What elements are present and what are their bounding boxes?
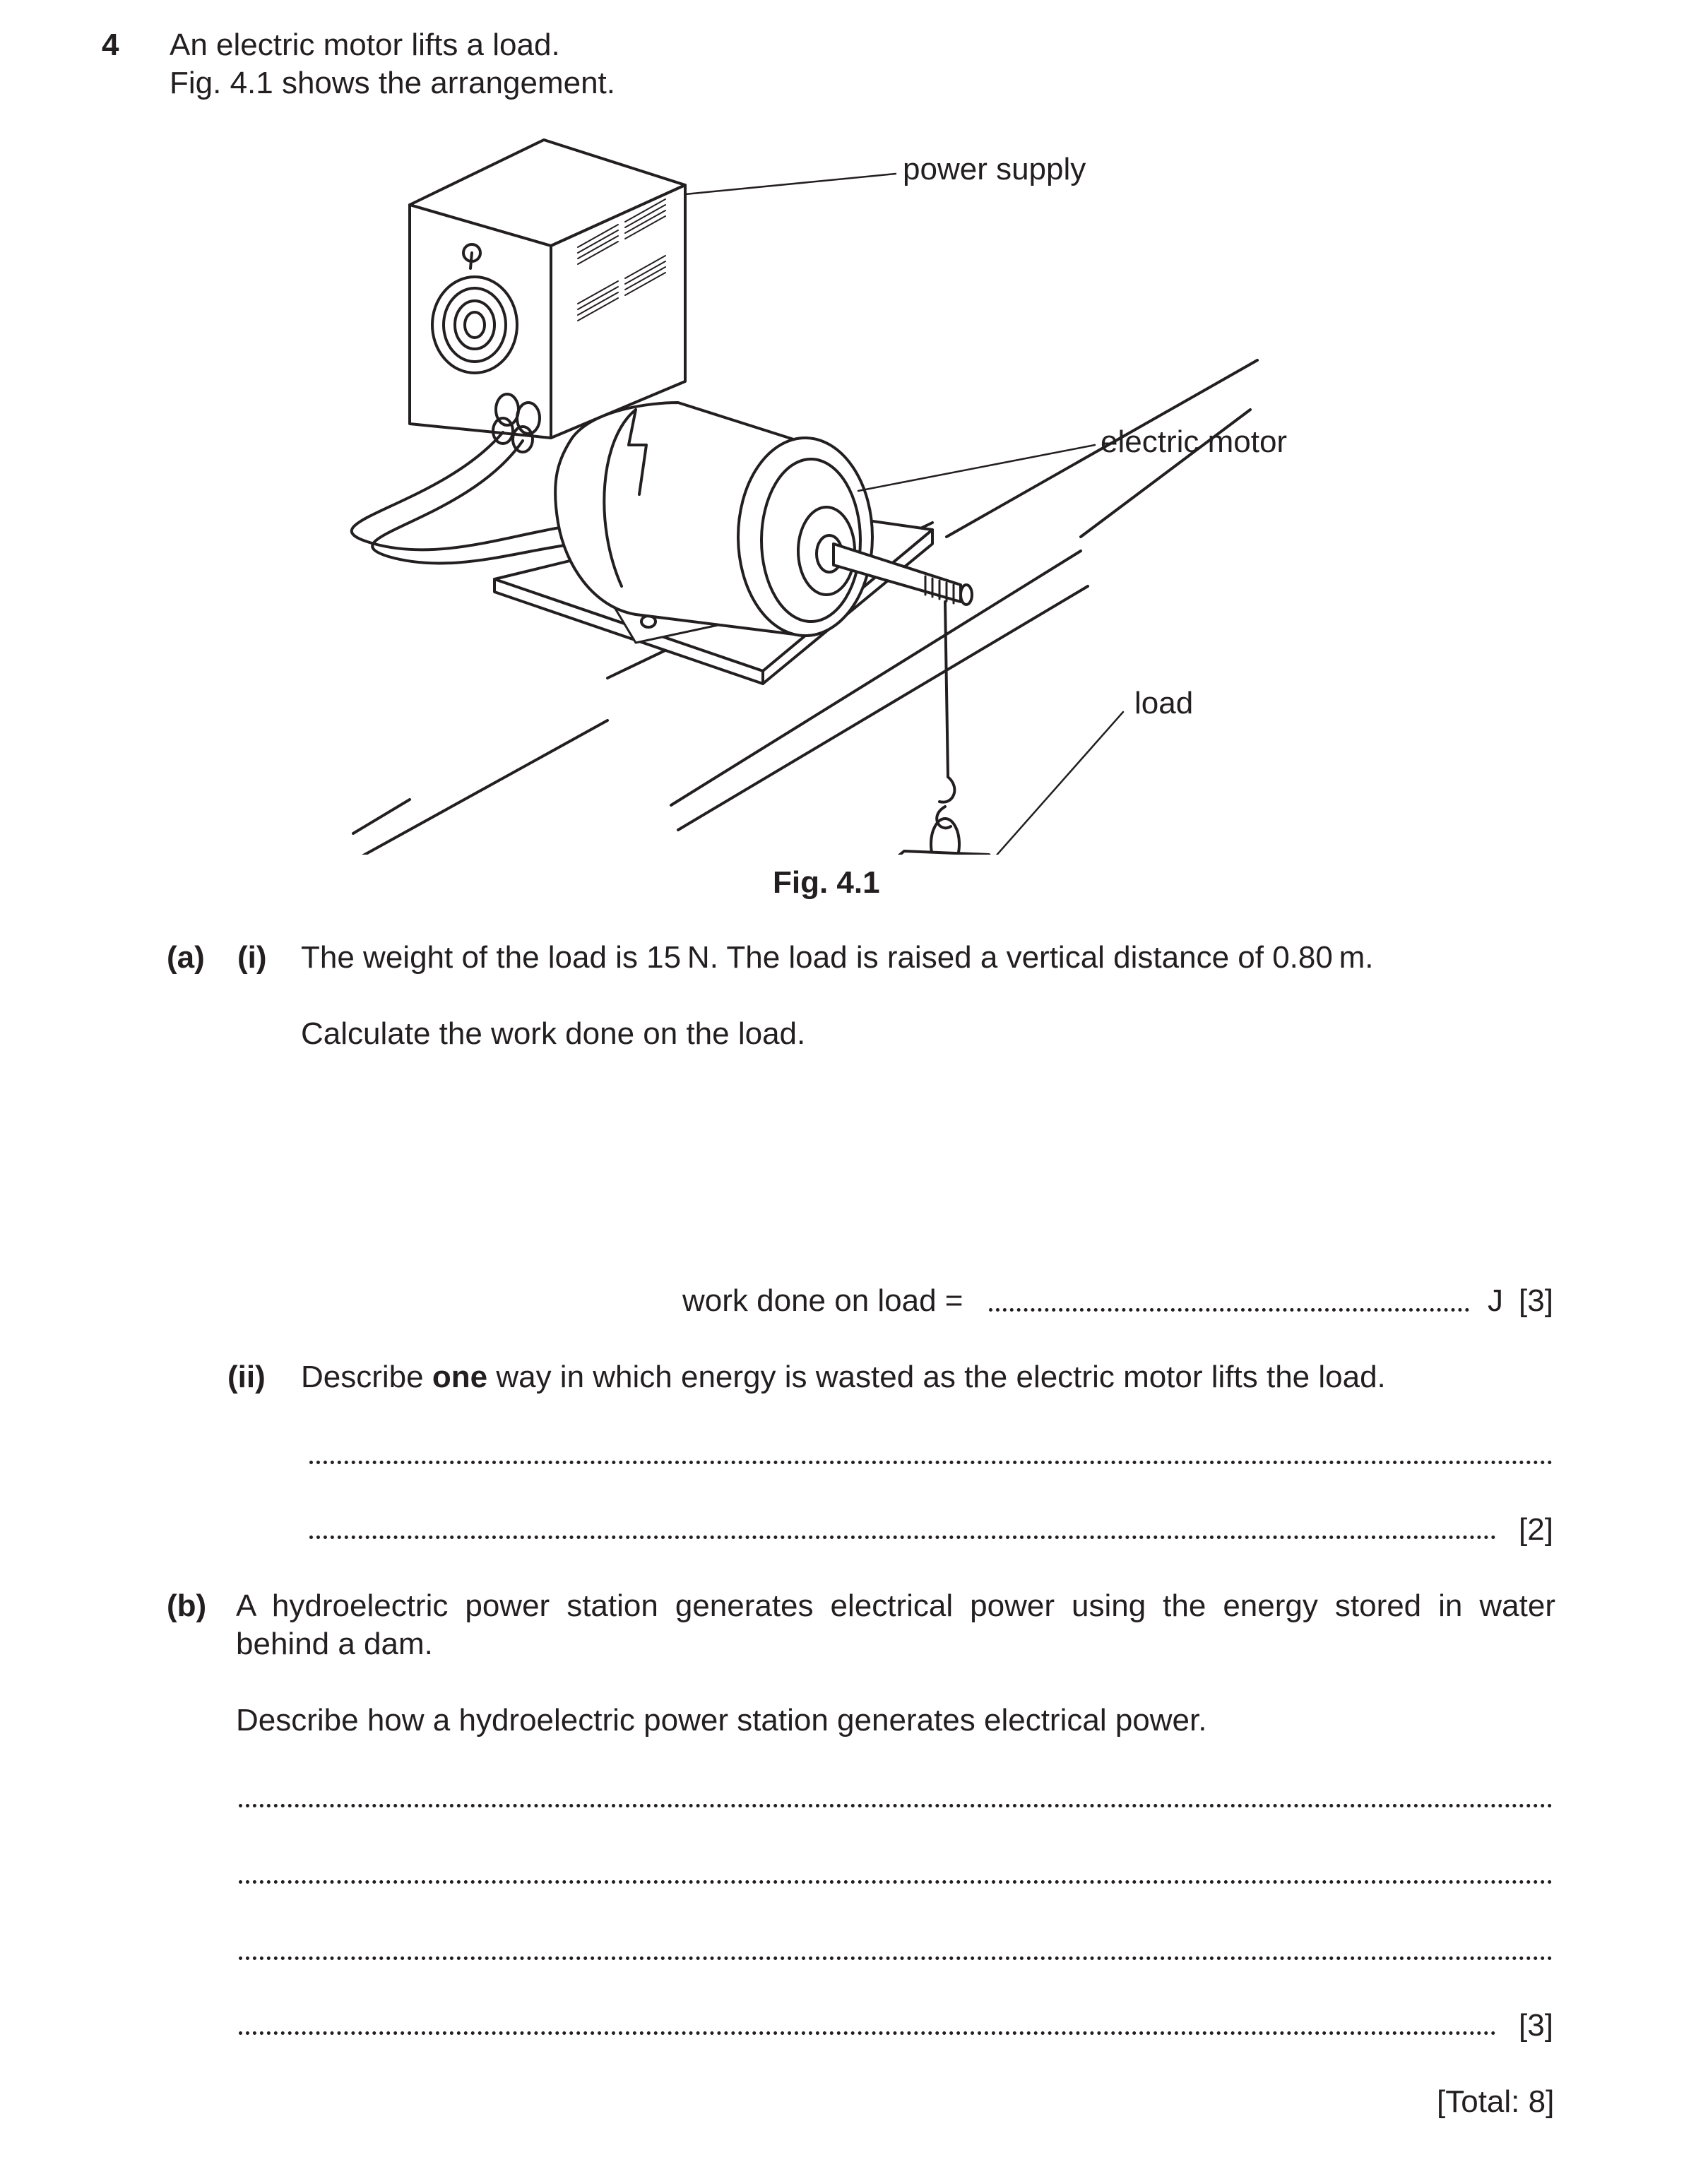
total-marks: [Total: 8]	[1437, 2084, 1555, 2119]
label-power-supply: power supply	[903, 152, 1086, 186]
part-a-i-label: (i)	[237, 940, 267, 975]
part-a-ii-marks: [2]	[1519, 1512, 1553, 1547]
question-intro-line2: Fig. 4.1 shows the arrangement.	[170, 66, 615, 100]
part-a-i-text: The weight of the load is 15 N. The load is raised a vertical distance of 0.80 m.	[301, 940, 1374, 975]
part-a-ii-text-after: way in which energy is wasted as the electric motor lifts the load.	[496, 1360, 1386, 1394]
part-b-answer-line-3[interactable]	[239, 1956, 1553, 1960]
part-a-ii-answer-line-1[interactable]	[309, 1461, 1553, 1464]
electric-motor-body	[555, 403, 872, 636]
question-number: 4	[102, 28, 119, 62]
work-done-unit: J	[1488, 1283, 1503, 1318]
question-intro-line1: An electric motor lifts a load.	[170, 28, 560, 62]
part-b-answer-line-2[interactable]	[239, 1880, 1553, 1884]
lifting-string	[937, 602, 954, 828]
work-done-prefix: work done on load =	[682, 1283, 963, 1318]
part-a-ii-label: (ii)	[227, 1360, 266, 1394]
part-b-marks: [3]	[1519, 2008, 1553, 2043]
part-a-ii-text	[301, 1362, 1386, 1393]
work-done-answer-line[interactable]	[989, 1308, 1469, 1312]
part-b-text-line1: A hydroelectric power station generates electrical power using the energy stored in water	[236, 1588, 1555, 1623]
part-a-ii-answer-line-2[interactable]	[309, 1536, 1496, 1539]
part-a-i-instruction: Calculate the work done on the load.	[301, 1016, 806, 1051]
figure-caption: Fig. 4.1	[773, 865, 880, 900]
load-mass	[883, 819, 1010, 855]
part-a-label: (a)	[167, 940, 205, 975]
label-load: load	[1134, 686, 1194, 720]
part-b-answer-line-4[interactable]	[239, 2031, 1496, 2035]
part-b-instruction: Describe how a hydroelectric power station generates electrical power.	[236, 1703, 1207, 1738]
part-b-label: (b)	[167, 1588, 207, 1623]
label-electric-motor: electric motor	[1101, 424, 1288, 459]
part-b-text-line2: behind a dam.	[236, 1627, 433, 1661]
part-a-i-marks: [3]	[1519, 1283, 1553, 1318]
part-a-ii-text-bold: one	[432, 1360, 488, 1394]
part-a-ii-text-before: Describe	[301, 1360, 424, 1394]
motor-lifting-load-diagram	[339, 127, 1328, 855]
part-b-answer-line-1[interactable]	[239, 1804, 1553, 1807]
